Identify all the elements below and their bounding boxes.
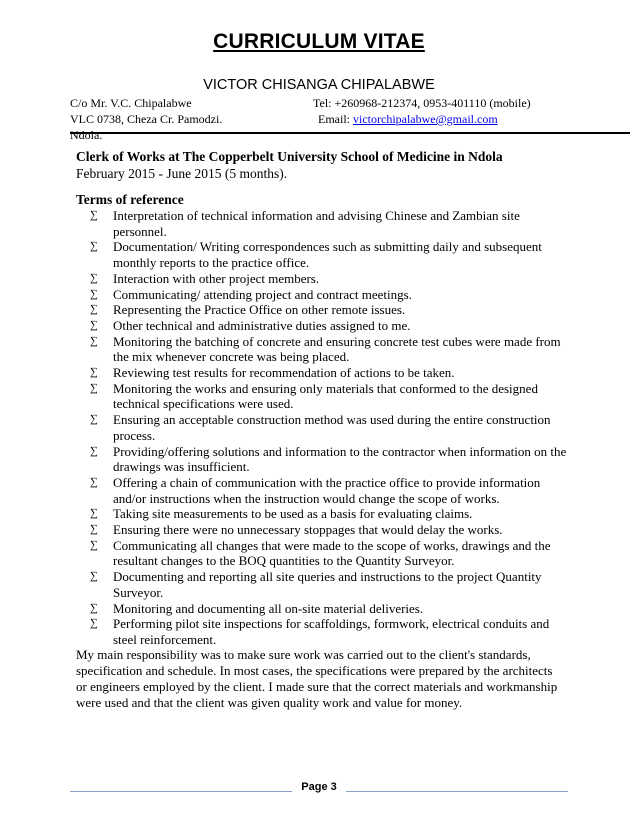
terms-list-item	[76, 334, 576, 365]
bullet-sigma-icon: ∑	[90, 444, 98, 457]
terms-item-text: Interpretation of technical information and advising Chinese and Zambian site personnel.	[113, 208, 520, 239]
telephone: Tel: +260968-212374, 0953-401110 (mobile)	[313, 96, 531, 110]
terms-list-item	[76, 522, 576, 538]
bullet-sigma-icon: ∑	[90, 271, 98, 284]
bullet-sigma-icon: ∑	[90, 209, 98, 221]
bullet-sigma-icon: ∑	[90, 240, 98, 253]
footer-rule-right	[346, 791, 568, 792]
terms-item-text: Representing the Practice Office on other remote issues.	[113, 302, 406, 318]
contact-block	[313, 95, 531, 127]
page-number: Page 3	[301, 781, 337, 793]
terms-list-item	[76, 365, 576, 381]
candidate-name: VICTOR CHISANGA CHIPALABWE	[203, 77, 435, 93]
document-title: CURRICULUM VITAE	[213, 30, 425, 53]
terms-list-item	[76, 208, 576, 239]
bullet-sigma-icon: ∑	[90, 601, 98, 614]
terms-list-item	[76, 616, 576, 647]
terms-item-text: Offering a chain of communication with the practice office to provide information and/or instructions when the instruction would change the scope of works.	[113, 474, 541, 506]
terms-item-text: Other technical and administrative duties assigned to me.	[113, 317, 411, 333]
bullet-sigma-icon: ∑	[90, 318, 98, 331]
terms-item-text: Ensuring an acceptable construction method was used during the entire construction process.	[113, 412, 551, 443]
terms-list-item	[76, 287, 576, 303]
terms-list-item	[76, 271, 576, 287]
bullet-sigma-icon: ∑	[90, 523, 98, 536]
terms-list-item	[76, 444, 576, 475]
job-dates: February 2015 - June 2015 (5 months).	[76, 166, 288, 181]
terms-list-item	[76, 569, 576, 600]
address-block	[70, 95, 222, 143]
terms-item-text: Communicating/ attending project and contract meetings.	[113, 286, 412, 302]
email-label: Email:	[318, 112, 353, 126]
terms-item-text: Monitoring and documenting all on-site material deliveries.	[113, 600, 424, 616]
bullet-sigma-icon: ∑	[90, 366, 98, 379]
bullet-sigma-icon: ∑	[90, 287, 98, 300]
terms-item-text: Communicating all changes that were made to the scope of works, drawings and the resultant changes to the BOQ quantities to the Quantity Surveyor.	[113, 537, 551, 569]
terms-item-text: Ensuring there were no unnecessary stoppages that would delay the works.	[113, 522, 503, 538]
email-line	[313, 111, 531, 127]
email-link[interactable]: victorchipalabwe@gmail.com	[353, 112, 498, 126]
terms-item-text: Documentation/ Writing correspondences such as submitting daily and subsequent monthly reports to the practice office.	[113, 239, 542, 271]
terms-list	[76, 208, 576, 648]
terms-list-item	[76, 475, 576, 506]
terms-item-text: Monitoring the batching of concrete and ensuring concrete test cubes were made from the mix whenever concrete was being placed.	[113, 333, 561, 365]
terms-item-text: Reviewing test results for recommendation of actions to be taken.	[113, 365, 455, 381]
terms-list-item	[76, 538, 576, 569]
terms-heading: Terms of reference	[76, 192, 184, 207]
header-divider	[70, 132, 630, 134]
bullet-sigma-icon: ∑	[90, 334, 98, 347]
bullet-sigma-icon: ∑	[90, 617, 98, 630]
terms-item-text: Interaction with other project members.	[113, 270, 320, 286]
terms-item-text: Monitoring the works and ensuring only materials that conformed to the designed technical specifications were used.	[113, 380, 538, 412]
address-line-2: VLC 0738, Cheza Cr. Pamodzi.	[70, 112, 223, 126]
bullet-sigma-icon: ∑	[90, 413, 98, 426]
address-line-3: Ndola.	[70, 128, 103, 142]
address-line-1: C/o Mr. V.C. Chipalabwe	[70, 96, 192, 110]
terms-item-text: Performing pilot site inspections for scaffoldings, formwork, electrical conduits and steel reinforcement.	[113, 616, 550, 647]
terms-list-item	[76, 601, 576, 617]
terms-list-item	[76, 302, 576, 318]
bullet-sigma-icon: ∑	[90, 381, 98, 394]
bullet-sigma-icon: ∑	[90, 538, 98, 551]
bullet-sigma-icon: ∑	[90, 507, 98, 520]
job-title: Clerk of Works at The Copperbelt University School of Medicine in Ndola	[76, 149, 503, 164]
terms-list-item	[76, 506, 576, 522]
terms-list-item	[76, 239, 576, 270]
bullet-sigma-icon: ∑	[90, 303, 98, 316]
bullet-sigma-icon: ∑	[90, 475, 98, 488]
terms-list-item	[76, 412, 576, 443]
terms-list-item	[76, 381, 576, 412]
terms-item-text: Documenting and reporting all site queries and instructions to the project Quantity Surveyor.	[113, 569, 542, 600]
terms-item-text: Taking site measurements to be used as a basis for evaluating claims.	[113, 506, 473, 522]
bullet-sigma-icon: ∑	[90, 570, 98, 583]
terms-list-item	[76, 318, 576, 334]
terms-item-text: Providing/offering solutions and information to the contractor when information on the drawings was insufficient.	[113, 443, 567, 475]
summary-paragraph: My main responsibility was to make sure work was carried out to the client's standards, specification and schedule. In most cases, the specifications were prepared by the architects or engineers employed by the client. I made sure that the correct materials and workmanship were used and that the client was given quality work and value for money.	[76, 647, 558, 710]
